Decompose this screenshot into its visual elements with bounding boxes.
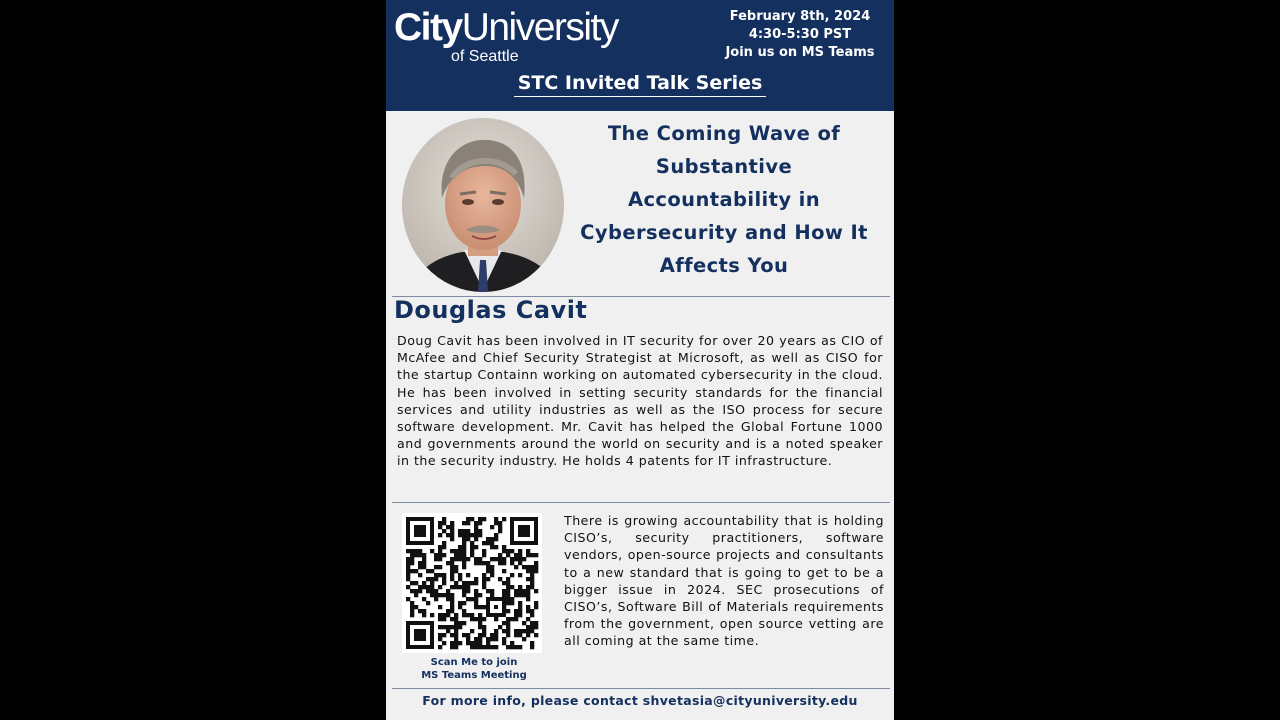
talk-title-line: Substantive — [655, 155, 793, 178]
speaker-name: Douglas Cavit — [394, 296, 588, 324]
talk-title-line: Cybersecurity and How It — [580, 221, 868, 244]
qr-code[interactable] — [402, 513, 542, 653]
qr-caption — [402, 656, 546, 682]
contact-info: For more info, please contact shvetasia@cityuniversity.edu — [422, 693, 858, 708]
speaker-photo — [402, 118, 564, 292]
poster-header — [386, 0, 894, 111]
event-platform: Join us on MS Teams — [725, 45, 875, 60]
series-title-text: STC Invited Talk Series — [514, 72, 767, 97]
event-date: February 8th, 2024 — [729, 9, 871, 24]
logo-subline: of Seattle — [451, 48, 519, 65]
qr-caption-line: MS Teams Meeting — [421, 670, 527, 681]
university-logo — [394, 6, 618, 65]
divider — [392, 502, 890, 503]
logo-wordmark — [394, 6, 618, 50]
event-poster — [386, 0, 894, 720]
event-time: 4:30-5:30 PST — [748, 27, 852, 42]
talk-title-line: Accountability in — [627, 188, 821, 211]
series-title — [386, 72, 894, 97]
event-info — [710, 8, 890, 62]
qr-caption-line: Scan Me to join — [430, 657, 518, 668]
talk-title — [572, 117, 876, 282]
talk-title-line: The Coming Wave of — [607, 122, 841, 145]
logo-city: City — [394, 6, 462, 49]
speaker-bio: Doug Cavit has been involved in IT security for over 20 years as CIO of McAfee and Chief Security Strategist at Microsoft, as well as CISO for the startup Containn working on automated cybersecurity in the cloud. He has been involved in setting security standards for the financial services and utility industries as well as the ISO process for secure software development. Mr. Cavit has helped the Global Fortune 1000 and governments around the world on security and is a noted speaker in the security industry. He holds 4 patents for IT infrastructure. — [397, 333, 883, 469]
divider — [392, 688, 890, 689]
qr-code-graphic — [402, 513, 542, 653]
speaker-portrait — [402, 118, 564, 292]
logo-university: University — [461, 6, 618, 49]
talk-abstract: There is growing accountability that is holding CISO’s, security practitioners, software vendors, open-source projects and consultants to a new standard that is going to get to be a bigger issue in 2024. SEC prosecutions of CISO’s, Software Bill of Materials requirements from the government, open source vetting are all coming at the same time. — [564, 513, 884, 649]
talk-title-line: Affects You — [659, 254, 789, 277]
